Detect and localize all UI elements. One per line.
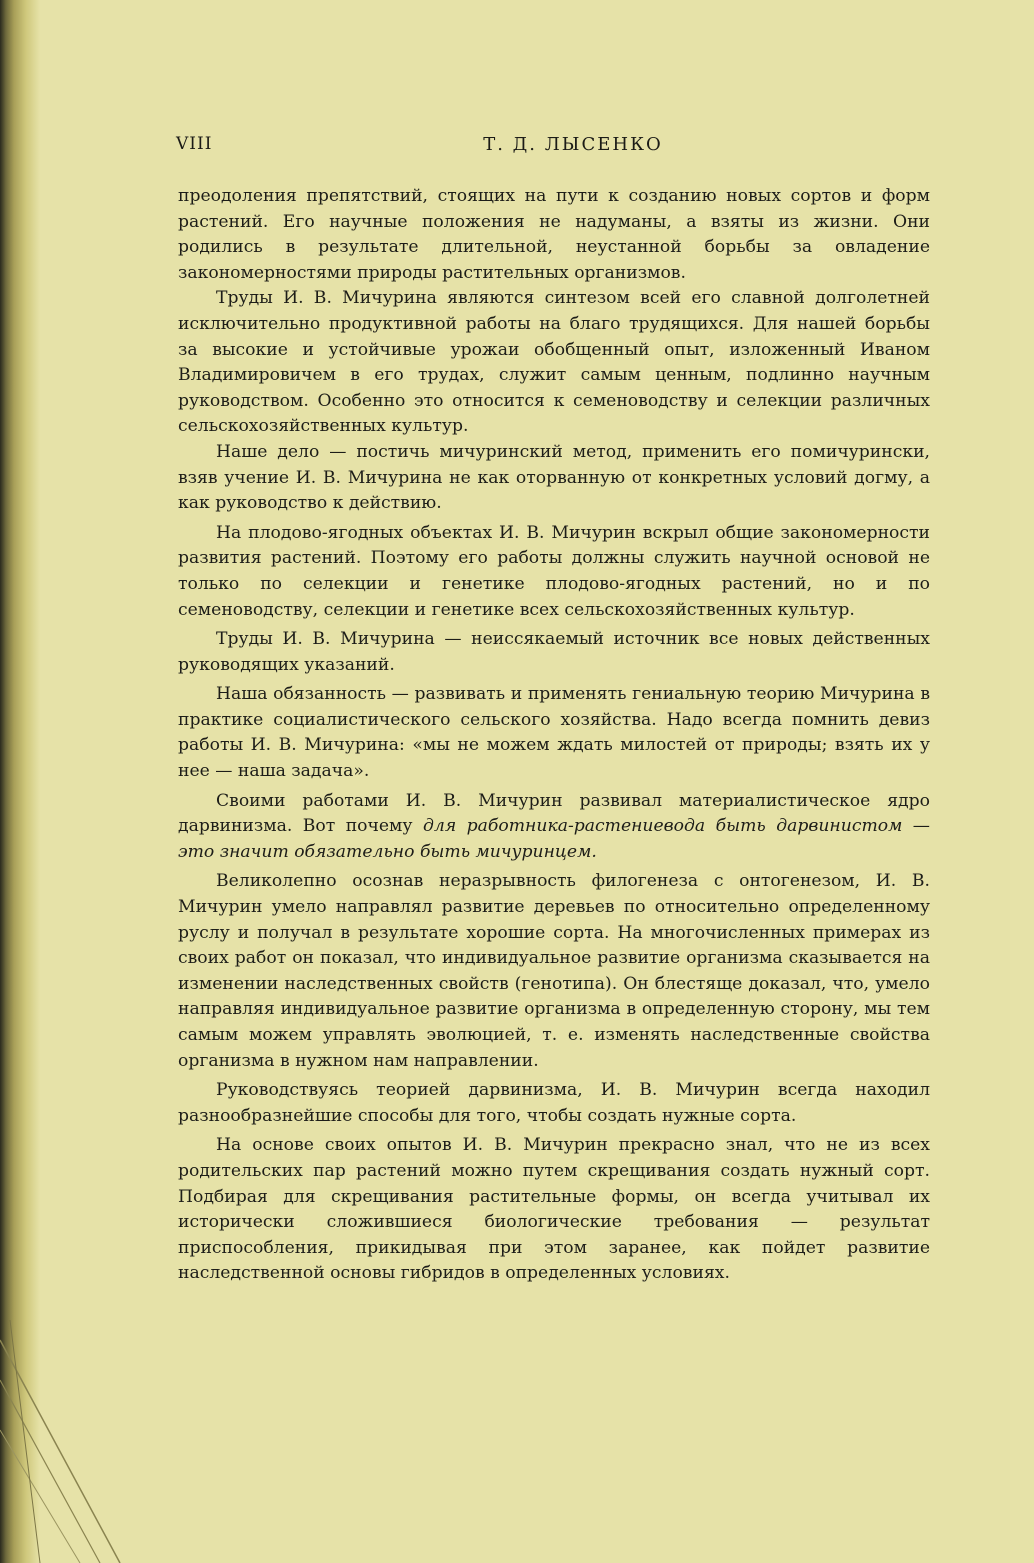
paragraph-9: Руководствуясь теорией дарвинизма, И. В. Мичурин всегда находил разнообразнейшие способы для того, чтобы создать нужные сорта. — [178, 1080, 930, 1126]
paragraph-5: Труды И. В. Мичурина — неиссякаемый источник все новых действенных руководящих указаний. — [178, 629, 930, 675]
page-edge-lines — [0, 1320, 140, 1563]
paragraph-2: Труды И. В. Мичурина являются синтезом всей его славной долголетней исключительно продуктивной работы на благо трудящихся. Для нашей борьбы за высокие и устойчивые урожаи обобщенный опыт, изложенный Иваном Владимировичем в его трудах, служит самым ценным, подлинно научным руководством. Особенно это относится к семеноводству и селекции различных сельскохозяйственных культур. — [178, 288, 930, 437]
paragraph-8: Великолепно осознав неразрывность филогенеза с онтогенезом, И. В. Мичурин умело направлял развитие деревьев по относительно определенному руслу и получал в результате хорошие сорта. На многочисленных примерах из своих работ он показал, что индивидуальное развитие организма сказывается на изменении наследственных свойств (генотипа). Он блестяще доказал, что, умело направляя индивидуальное развитие организма в определенную сторону, мы тем самым можем управлять эволюцией, т. е. изменять наследственные свойства организма в нужном нам направлении. — [178, 871, 930, 1071]
paragraph-1: преодоления препятствий, стоящих на пути к созданию новых сортов и форм растений. Его научные положения не надуманы, а взяты из жизни. Они родились в результате длительной, неустанной борьбы за овладение закономерностями природы растительных организмов. — [178, 186, 930, 283]
paragraph-10: На основе своих опытов И. В. Мичурин прекрасно знал, что не из всех родительских пар растений можно путем скрещивания создать нужный сорт. Подбирая для скрещивания растительные формы, он всегда учитывал их исторически сложившиеся биологические требования — результат приспособления, прикидывая при этом заранее, как пойдет развитие наследственной основы гибридов в определенных условиях. — [178, 1135, 930, 1284]
paragraph-7-italic: для работника-растениевода быть дарвинистом — это значит обязательно быть мичуринцем. — [178, 816, 930, 862]
body-text — [178, 184, 930, 1287]
paragraph-4: На плодово-ягодных объектах И. В. Мичурин вскрыл общие закономерности развития растений. Поэтому его работы должны служить научной основой не только по селекции и генетике плодово-ягодных растений, но и по семеноводству, селекции и генетике всех сельскохозяйственных культур. — [178, 522, 930, 620]
page-number: VIII — [176, 134, 213, 154]
paragraph-7 — [178, 789, 930, 866]
page-header — [176, 134, 930, 164]
paragraph-7-text: Своими работами И. В. Мичурин развивал материалистическое ядро дарвинизма. Вот почему — [178, 790, 930, 837]
paragraph-3: Наше дело — постичь мичуринский метод, применить его помичурински, взяв учение И. В. Мичурина не как оторванную от конкретных условий догму, а как руководство к действию. — [178, 441, 930, 514]
running-title: Т. Д. ЛЫСЕНКО — [483, 134, 663, 155]
paragraph-6: Наша обязанность — развивать и применять гениальную теорию Мичурина в практике социалистического сельского хозяйства. Надо всегда помнить девиз работы И. В. Мичурина: «мы не можем ждать милостей от природы; взять их у нее — наша задача». — [178, 684, 930, 782]
